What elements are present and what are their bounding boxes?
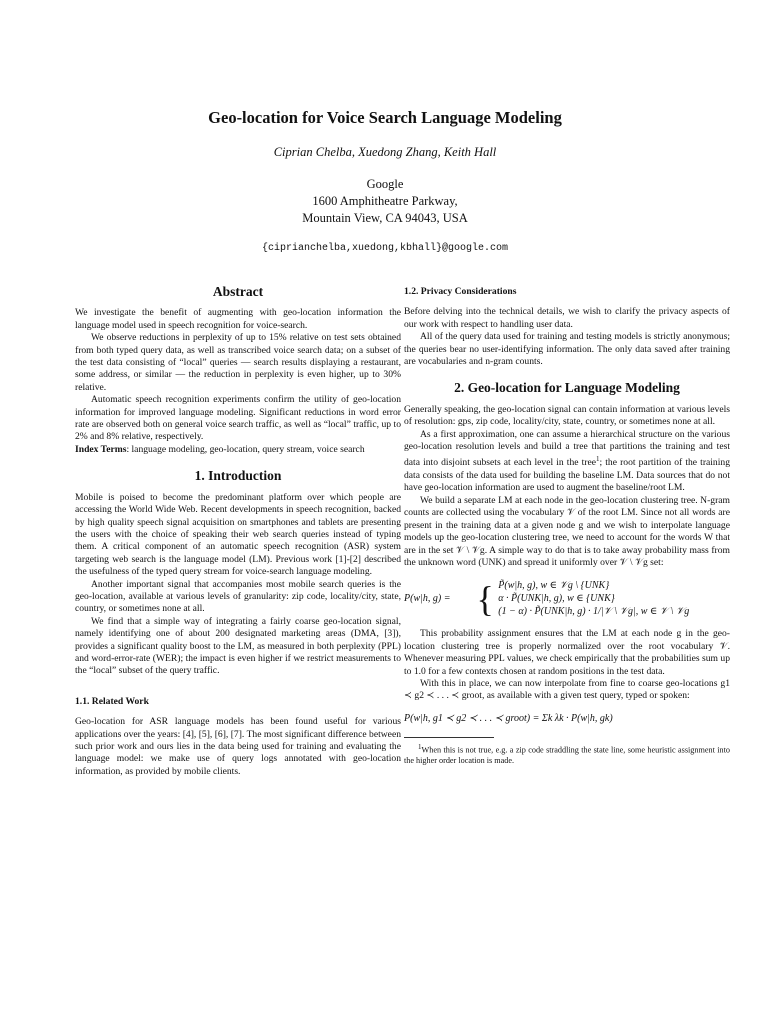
abstract-heading: Abstract xyxy=(212,284,264,299)
footnote-number: 1 xyxy=(418,743,422,752)
equation-case: α · P̃(UNK|h, g), w ∈ {UNK} xyxy=(498,593,615,605)
affiliation-street: 1600 Amphitheatre Parkway, xyxy=(312,194,458,208)
author-emails: {ciprianchelba,xuedong,kbhall}@google.com xyxy=(261,243,509,254)
equation-case: P̃(w|h, g), w ∈ 𝒱g \ {UNK} xyxy=(498,580,610,592)
abstract-paragraph: Automatic speech recognition experiments confirm the utility of geo-location information for improved language modeling. Significant reductions in word error rate are observed both on general voice search traffic, as well as “local” traffic, up to 2% and 8% relative, respectively. xyxy=(75,394,401,443)
privacy-paragraph: Before delving into the technical details, we wish to clarify the privacy aspects of our work with respect to handling user data. xyxy=(404,306,730,330)
related-work-paragraph: Geo-location for ASR language models has been found useful for various applications over the years: [4], [5], [6], [7]. The most significant difference between such prior work and ours lies in the data being used for training and evaluating the language model: we make use of query logs annotated with geo-location information, as provided by mobile clients. xyxy=(75,716,401,777)
equation-unk-distribution xyxy=(404,579,730,618)
paper-title: Geo-location for Voice Search Language Modeling xyxy=(208,108,562,127)
footnote xyxy=(404,742,730,767)
footnote-divider xyxy=(404,737,494,738)
equation-cases xyxy=(498,579,689,618)
intro-heading: 1. Introduction xyxy=(194,468,282,484)
geo-paragraph: As a first approximation, one can assume a hierarchical structure on the various geo-location resolution levels and build a tree that partitions the training and test data into disjoint subsets at each level in the tree$^1$; the root partition of the training data consists of the data used for building the baseline LM. Data sources that do not have geo-location information are used to augment the baseline/root LM. xyxy=(404,428,730,494)
privacy-heading: 1.2. Privacy Considerations xyxy=(404,286,517,297)
affiliation xyxy=(0,176,770,227)
index-terms-label: Index Terms xyxy=(75,443,127,455)
index-terms-text: : language modeling, geo-location, query stream, voice search xyxy=(126,443,365,455)
geo-heading: 2. Geo-location for Language Modeling xyxy=(454,380,680,396)
author-list: Ciprian Chelba, Xuedong Zhang, Keith Hall xyxy=(273,145,497,159)
intro-paragraph: Another important signal that accompanies most mobile search queries is the geo-location, available at various levels of granularity: zip code, locality/city, state, country, or sometimes none at all. xyxy=(75,578,401,615)
affiliation-city: Mountain View, CA 94043, USA xyxy=(302,211,468,225)
left-column xyxy=(75,286,401,778)
privacy-paragraph: All of the query data used for training and testing models is strictly anonymous; the queries bear no user-identifying information. The only data saved after training are vocabularies and n-gram counts. xyxy=(404,331,730,368)
equation-lhs: P(w|h, g) = xyxy=(404,592,451,604)
right-column xyxy=(404,286,730,767)
abstract-paragraph: We investigate the benefit of augmenting with geo-location information the language model used in speech recognition for voice-search. xyxy=(75,307,401,331)
geo-paragraph: This probability assignment ensures that the LM at each node g in the geo-location clustering tree is properly normalized over the root vocabulary 𝒱. Whenever measuring PPL values, we check empirically that the probabilities sum up to 1.0 for a few contexts chosen at random positions in the test data. xyxy=(404,628,730,677)
equation-case: (1 − α) · P̃(UNK|h, g) · 1/|𝒱 \ 𝒱g|, w ∈ 𝒱 \ 𝒱g xyxy=(498,606,690,618)
affiliation-org: Google xyxy=(366,177,404,191)
abstract-paragraph: We observe reductions in perplexity of up to 15% relative on test sets obtained from both typed query data, as well as transcribed voice search data; on a subset of the test data consisting of “local” queries — search results displaying a restaurant, some address, or similar — the reduction in perplexity is even higher, up to 30% relative. xyxy=(75,332,401,393)
index-terms xyxy=(75,444,401,456)
equation-brace: { xyxy=(476,578,494,619)
intro-paragraph: Mobile is poised to become the predominant platform over which people are accessing the World Wide Web. Recent developments in speech recognition, backed by high quality speech signal acquisition on smartphones and tablets are presenting the users with the choice of speaking their web search queries instead of typing them. A critical component of an automatic speech recognition (ASR) system targeting web search is the language model (LM). Previous work [1]-[2] described the usefulness of the typed query stream for voice-search language modeling. xyxy=(75,491,401,578)
equation-interpolation: P(w|h, g1 ≺ g2 ≺ . . . ≺ groot) = Σk λk · P(w|h, gk) xyxy=(404,712,613,724)
related-work-heading: 1.1. Related Work xyxy=(75,695,149,707)
intro-paragraph: We find that a simple way of integrating a fairly coarse geo-location signal, namely identifying one of about 200 designated marketing areas (DMA, [3]), provides a significant quality boost to the LM, as measured in both perplexity (PPL) and word-error-rate (WER); the impact is even higher if we restrict measurements to the “local” subset of the query traffic. xyxy=(75,615,401,677)
footnote-marker: 1 xyxy=(596,455,600,464)
geo-paragraph: We build a separate LM at each node in the geo-location clustering tree. N-gram counts are collected using the vocabulary 𝒱 of the root LM. Since not all words are present in the training data at a given node g and we wish to interpolate language models up the geo-location clustering tree, we need to account for the words W that are in the set 𝒱 \ 𝒱g. A simple way to do that is to take away probability mass from the unknown word (UNK) and spread it uniformly over 𝒱 \ 𝒱g set: xyxy=(404,494,730,568)
footnote-text: When this is not true, e.g. a zip code straddling the state line, some heuristic assignment into the higher order location is made. xyxy=(404,745,730,766)
geo-paragraph: With this in place, we can now interpolate from fine to coarse geo-locations g1 ≺ g2 ≺ . . . ≺ groot, as available with a given test query, typed or spoken: xyxy=(404,677,730,702)
geo-paragraph: Generally speaking, the geo-location signal can contain information at various levels of resolution: gps, zip code, locality/city, state, country, or sometimes none at all. xyxy=(404,403,730,428)
